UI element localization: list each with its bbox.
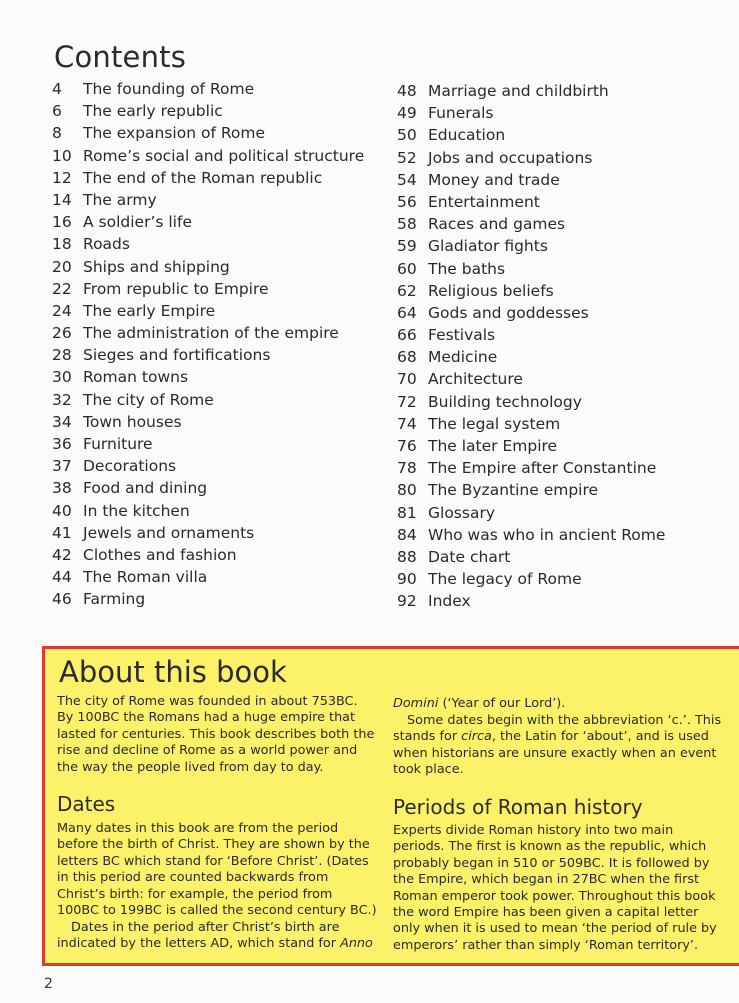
toc-item <box>52 546 382 568</box>
toc-item <box>52 479 382 501</box>
toc-entry-title: Jewels and ornaments <box>83 523 255 542</box>
toc-entry-title: Marriage and childbirth <box>428 82 609 100</box>
toc-page-number: 22 <box>52 279 72 298</box>
toc-page-number: 49 <box>397 104 417 123</box>
toc-item <box>52 568 382 590</box>
toc-entry-title: Education <box>428 126 506 145</box>
toc-item <box>397 526 717 548</box>
toc-item <box>397 237 717 259</box>
toc-page-number: 34 <box>52 412 72 431</box>
toc-item <box>397 570 717 592</box>
toc-item <box>397 459 717 481</box>
toc-item <box>397 481 717 503</box>
toc-entry-title: Index <box>428 592 471 611</box>
toc-entry-title: The early Empire <box>83 301 216 320</box>
toc-item <box>397 504 717 526</box>
toc-entry-title: Date chart <box>428 547 511 566</box>
toc-entry-title: Jobs and occupations <box>428 148 593 167</box>
toc-entry-title: Building technology <box>428 392 582 411</box>
toc-entry-title: Farming <box>83 590 146 609</box>
toc-entry-title: The baths <box>428 259 506 278</box>
toc-page-number: 38 <box>52 479 72 498</box>
toc-item <box>397 82 717 104</box>
toc-item <box>397 592 717 614</box>
toc-entry-title: Entertainment <box>428 192 540 211</box>
toc-item <box>52 435 382 457</box>
toc-page-number: 12 <box>52 168 72 187</box>
contents-list-left <box>52 80 382 613</box>
toc-page-number: 48 <box>397 82 417 100</box>
toc-page-number: 64 <box>397 303 417 322</box>
toc-page-number: 16 <box>52 213 72 232</box>
toc-page-number: 70 <box>397 370 417 389</box>
dates-heading: Dates <box>57 792 116 816</box>
toc-item <box>397 326 717 348</box>
toc-item <box>52 124 382 146</box>
toc-page-number: 66 <box>397 326 417 345</box>
toc-item <box>397 260 717 282</box>
toc-page-number: 40 <box>52 501 72 520</box>
circa-paragraph <box>393 713 723 779</box>
toc-page-number: 84 <box>397 525 417 544</box>
toc-page-number: 80 <box>397 481 417 500</box>
toc-page-number: 32 <box>52 390 72 409</box>
toc-page-number: 44 <box>52 568 72 587</box>
toc-entry-title: Money and trade <box>428 170 560 189</box>
toc-item <box>52 346 382 368</box>
toc-entry-title: From republic to Empire <box>83 279 269 298</box>
contents-list-right <box>397 82 717 615</box>
toc-page-number: 42 <box>52 545 72 564</box>
domini-rest: (‘Year of our Lord’). <box>438 696 566 711</box>
toc-item <box>397 370 717 392</box>
toc-entry-title: Rome’s social and political structure <box>83 146 365 165</box>
toc-entry-title: Who was who in ancient Rome <box>428 525 666 544</box>
toc-entry-title: The city of Rome <box>83 390 214 409</box>
toc-page-number: 18 <box>52 235 72 254</box>
toc-item <box>397 415 717 437</box>
toc-item <box>52 235 382 257</box>
toc-entry-title: The Empire after Constantine <box>428 459 657 478</box>
toc-page-number: 68 <box>397 348 417 367</box>
toc-item <box>52 191 382 213</box>
toc-entry-title: Decorations <box>83 457 177 476</box>
contents-title: Contents <box>54 40 187 74</box>
toc-page-number: 76 <box>397 437 417 455</box>
toc-entry-title: A soldier’s life <box>83 213 192 232</box>
toc-item <box>52 280 382 302</box>
toc-entry-title: Roads <box>83 235 130 254</box>
toc-item <box>397 282 717 304</box>
toc-entry-title: Furniture <box>83 435 153 453</box>
about-intro-paragraph: The city of Rome was founded in about 753BC. By 100BC the Romans had a huge empire that lasted for centuries. This book describes both the rise and decline of Rome as a world power and the way the people lived from day to day. <box>57 694 375 775</box>
toc-page-number: 74 <box>397 414 417 433</box>
toc-entry-title: Medicine <box>428 348 498 367</box>
toc-item <box>52 524 382 546</box>
toc-entry-title: Food and dining <box>83 479 208 498</box>
toc-entry-title: The founding of Rome <box>83 80 255 98</box>
toc-entry-title: The Byzantine empire <box>428 481 599 500</box>
toc-page-number: 58 <box>397 215 417 234</box>
toc-entry-title: The later Empire <box>428 437 558 455</box>
toc-entry-title: Gods and goddesses <box>428 303 589 322</box>
toc-page-number: 8 <box>52 124 62 143</box>
page-number: 2 <box>44 976 53 992</box>
toc-entry-title: Races and games <box>428 215 566 234</box>
toc-item <box>52 324 382 346</box>
toc-item <box>397 393 717 415</box>
toc-page-number: 41 <box>52 523 72 542</box>
about-title: About this book <box>59 655 287 689</box>
toc-entry-title: Ships and shipping <box>83 257 230 276</box>
toc-entry-title: The administration of the empire <box>83 324 339 343</box>
toc-item <box>52 590 382 612</box>
toc-page-number: 90 <box>397 570 417 589</box>
circa-rest: , the Latin for ‘about’, and is used when historians are unsure exactly when an event took place. <box>393 729 717 778</box>
toc-entry-title: Town houses <box>83 412 182 431</box>
toc-page-number: 28 <box>52 346 72 365</box>
toc-item <box>397 215 717 237</box>
toc-entry-title: The expansion of Rome <box>83 124 266 143</box>
toc-entry-title: Glossary <box>428 503 495 522</box>
toc-item <box>397 126 717 148</box>
circa-prefix: Some dates begin with the abbreviation ‘c.’. This stands for <box>393 713 722 745</box>
toc-page-number: 59 <box>397 237 417 256</box>
domini-word: Domini <box>393 696 439 711</box>
toc-page-number: 72 <box>397 392 417 411</box>
toc-entry-title: The Roman villa <box>83 568 208 587</box>
dates-paragraph-1: Many dates in this book are from the period before the birth of Christ. They are shown by the letters BC which stand for ‘Before Christ’. (Dates in this period are counted backwards from Christ’s birth: for example, the period from 100BC to 199BC is called the second century BC.) <box>57 821 377 919</box>
toc-entry-title: In the kitchen <box>83 501 190 520</box>
toc-item <box>52 302 382 324</box>
toc-item <box>397 149 717 171</box>
toc-item <box>397 104 717 126</box>
toc-page-number: 46 <box>52 590 72 609</box>
toc-page-number: 78 <box>397 459 417 478</box>
toc-item <box>52 213 382 235</box>
toc-page-number: 37 <box>52 457 72 476</box>
toc-item <box>52 457 382 479</box>
toc-page-number: 50 <box>397 126 417 145</box>
toc-item <box>52 502 382 524</box>
toc-entry-title: Architecture <box>428 370 523 389</box>
toc-item <box>397 437 717 459</box>
periods-paragraph: Experts divide Roman history into two main periods. The first is known as the republic, which probably began in 510 or 509BC. It is followed by the Empire, which began in 27BC when the first Roman emperor took power. Throughout this book the word Empire has been given a capital letter only when it is used to mean ‘the period of rule by emperors’ rather than simply ‘Roman territory’. <box>393 823 717 953</box>
toc-page-number: 26 <box>52 324 72 343</box>
toc-item <box>397 171 717 193</box>
dates-paragraph-2 <box>57 920 377 953</box>
toc-page-number: 56 <box>397 192 417 211</box>
toc-page-number: 62 <box>397 281 417 300</box>
toc-item <box>397 193 717 215</box>
toc-page-number: 4 <box>52 80 62 98</box>
toc-entry-title: Roman towns <box>83 368 189 387</box>
anno-word: Anno <box>340 936 373 952</box>
toc-item <box>52 258 382 280</box>
toc-item <box>52 80 382 102</box>
toc-entry-title: The legacy of Rome <box>428 570 582 589</box>
toc-page-number: 14 <box>52 190 72 209</box>
toc-item <box>52 169 382 191</box>
toc-page-number: 20 <box>52 257 72 276</box>
toc-item <box>397 348 717 370</box>
toc-item <box>52 391 382 413</box>
toc-page-number: 24 <box>52 301 72 320</box>
toc-entry-title: Sieges and fortifications <box>83 346 271 365</box>
toc-page-number: 88 <box>397 547 417 566</box>
toc-entry-title: The early republic <box>83 102 223 121</box>
toc-page-number: 60 <box>397 259 417 278</box>
toc-item <box>52 147 382 169</box>
toc-entry-title: Religious beliefs <box>428 281 554 300</box>
toc-page-number: 81 <box>397 503 417 522</box>
toc-entry-title: Funerals <box>428 104 494 123</box>
toc-page-number: 52 <box>397 148 417 167</box>
toc-item <box>52 368 382 390</box>
toc-entry-title: Festivals <box>428 326 496 345</box>
toc-item <box>52 413 382 435</box>
toc-page-number: 30 <box>52 368 72 387</box>
toc-item <box>397 304 717 326</box>
toc-page-number: 36 <box>52 435 72 453</box>
about-this-book-box <box>42 646 739 966</box>
toc-entry-title: Clothes and fashion <box>83 545 237 564</box>
dates-p2-text: Dates in the period after Christ’s birth are indicated by the letters AD, which stand for <box>57 920 341 952</box>
toc-page-number: 92 <box>397 592 417 611</box>
toc-entry-title: The legal system <box>428 414 561 433</box>
domini-paragraph <box>393 696 565 712</box>
toc-item <box>397 548 717 570</box>
periods-heading: Periods of Roman history <box>393 795 643 819</box>
toc-item <box>52 102 382 124</box>
toc-page-number: 54 <box>397 170 417 189</box>
toc-entry-title: Gladiator fights <box>428 237 548 256</box>
toc-page-number: 6 <box>52 102 62 121</box>
toc-entry-title: The army <box>83 190 157 209</box>
toc-entry-title: The end of the Roman republic <box>83 168 323 187</box>
circa-word: circa <box>461 729 492 745</box>
toc-page-number: 10 <box>52 146 72 165</box>
